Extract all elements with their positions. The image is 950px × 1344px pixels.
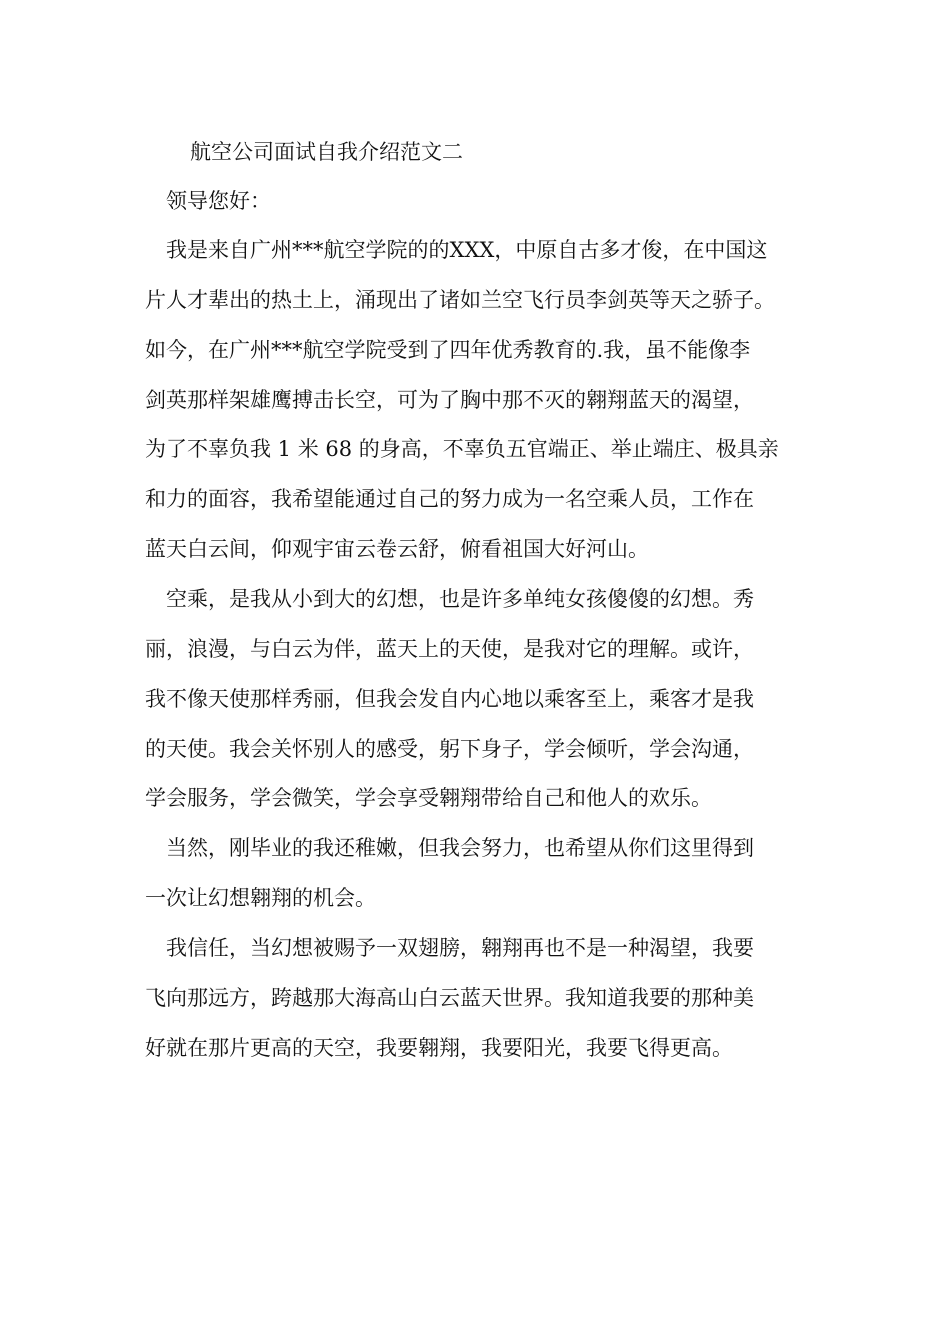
paragraph-line: 蓝天白云间，仰观宇宙云卷云舒，俯看祖国大好河山。 bbox=[145, 537, 649, 561]
paragraph-line: 一次让幻想翱翔的机会。 bbox=[145, 886, 376, 910]
paragraph-line: 和力的面容，我希望能通过自己的努力成为一名空乘人员，工作在 bbox=[145, 487, 754, 511]
paragraph-line: 丽，浪漫，与白云为伴，蓝天上的天使，是我对它的理解。或许， bbox=[145, 637, 754, 661]
paragraph-line: 我是来自广州***航空学院的的XXX，中原自古多才俊，在中国这 bbox=[166, 238, 768, 262]
paragraph-line: 空乘，是我从小到大的幻想，也是许多单纯女孩傻傻的幻想。秀 bbox=[166, 587, 754, 611]
document-title: 航空公司面试自我介绍范文二 bbox=[190, 140, 463, 164]
paragraph-line: 的天使。我会关怀别人的感受，躬下身子，学会倾听，学会沟通， bbox=[145, 737, 754, 761]
paragraph-line: 片人才辈出的热土上，涌现出了诸如兰空飞行员李剑英等天之骄子。 bbox=[145, 288, 775, 312]
salutation: 领导您好： bbox=[166, 189, 271, 213]
paragraph-line: 为了不辜负我 1 米 68 的身高，不辜负五官端正、举止端庄、极具亲 bbox=[145, 437, 779, 461]
paragraph-line: 剑英那样架雄鹰搏击长空，可为了胸中那不灭的翱翔蓝天的渴望， bbox=[145, 388, 754, 412]
paragraph-line: 学会服务，学会微笑，学会享受翱翔带给自己和他人的欢乐。 bbox=[145, 786, 712, 810]
paragraph-line: 我信任，当幻想被赐予一双翅膀，翱翔再也不是一种渴望，我要 bbox=[166, 936, 754, 960]
paragraph-line: 好就在那片更高的天空，我要翱翔，我要阳光，我要飞得更高。 bbox=[145, 1036, 733, 1060]
paragraph-line: 飞向那远方，跨越那大海高山白云蓝天世界。我知道我要的那种美 bbox=[145, 986, 754, 1010]
paragraph-line: 当然，刚毕业的我还稚嫩，但我会努力，也希望从你们这里得到 bbox=[166, 836, 754, 860]
paragraph-line: 如今，在广州***航空学院受到了四年优秀教育的.我，虽不能像李 bbox=[145, 338, 751, 362]
paragraph-line: 我不像天使那样秀丽，但我会发自内心地以乘客至上，乘客才是我 bbox=[145, 687, 754, 711]
